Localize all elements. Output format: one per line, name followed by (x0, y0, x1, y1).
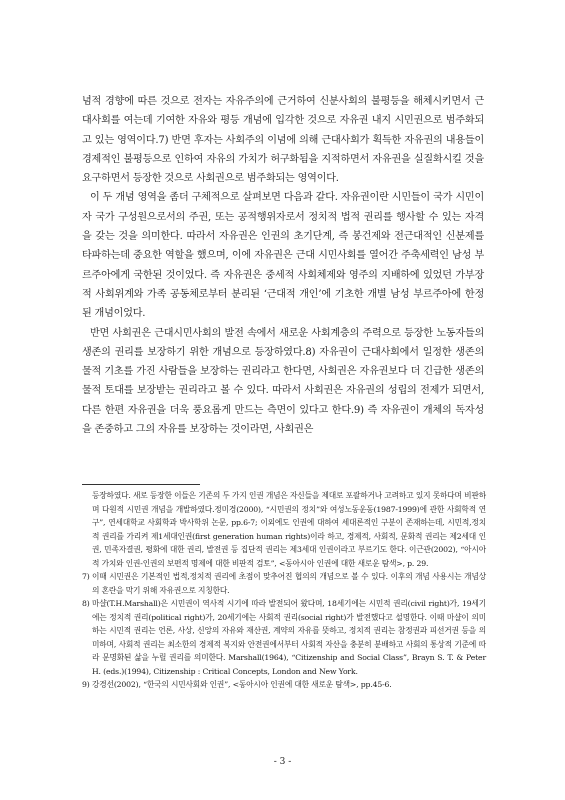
footnote-continuation: 등장하였다. 새로 등장한 이들은 기존의 두 가지 인권 개념은 자신들을 제대로 포괄하거나 고려하고 있지 못하다며 비판하며 다원적 시민권 개념을 개발하였다.정미경(2000), “시민권의 정치”와 여성노동운동(1987-1999)에 관한 사회학적 연구”, 연세대학교 사회학과 박사학위 논문, pp.6-7; 이외에도 인권에 대하여 세대론적인 구분이 존재하는데, 시민적,정치적 권리를 가리켜 제1세대인권(first generation human rights)이라 하고, 경제적, 사회적, 문화적 권리는 제2세대 인권, 민족자결권, 평화에 대한 권리, 발전권 등 집단적 권리는 제3세대 인권이라고 부르기도 한다. 이근관(2002), “아시아적 가치와 인권-인권의 보편적 명제에 대한 비판적 검토”, <동아시아 인권에 대한 새로운 탐색>, p. 29. (92, 491, 486, 568)
footnotes (82, 489, 486, 692)
paragraph-3: 반면 사회권은 근대시민사회의 발전 속에서 새로운 사회계층의 주력으로 등장한 노동자들의 생존의 권리를 보장하기 위한 개념으로 등장하였다.8) 자유권이 근대사회에서 일정한 생존의 물적 기초를 가진 사람들을 보장하는 권리라고 한다면, 사회권은 자유권보다 더 긴급한 생존의 물적 토대를 보장받는 권리라고 볼 수 있다. 따라서 사회권은 자유권의 성립의 전제가 되면서, 다른 한편 자유권을 더욱 풍요롭게 만드는 측면이 있다고 한다.9) 즉 자유권이 개체의 독자성을 존중하고 그의 자유를 보장하는 것이라면, 사회권은 (82, 327, 484, 436)
footnote-divider (82, 484, 200, 485)
footnote-text: 마샬(T.H.Marshall)은 시민권이 역사적 시기에 따라 발전되어 왔다며, 18세기에는 시민적 권리(civil right)가, 19세기에는 정치적 권리(political right)가, 20세기에는 사회적 권리(social right)가 발전했다고 설명한다. 이때 마샬이 의미하는 시민적 권리는 언론, 사상, 신앙의 자유와 재산권, 계약의 자유를 뜻하고, 정치적 권리는 참정권과 피선거권 등을 의미하며, 사회적 권리는 최소한의 경제적 복지와 안전권에서부터 사회적 자산을 충분히 분배하고 사회의 통상적 기준에 따라 문명화된 삶을 누릴 권리를 의미한다. Marshall(1964), “Citizenship and Social Class”, Brayn S. T. & Peter H. (eds.)(1994), Citizenship : Critical Concepts, London and New York. (92, 599, 486, 676)
body-text (82, 92, 484, 439)
footnote-number: 7) (82, 572, 90, 581)
paragraph-1: 념적 경향에 따른 것으로 전자는 자유주의에 근거하여 신분사회의 불평등을 해체시키면서 근대사회를 여는데 기여한 자유와 평등 개념에 입각한 것으로 자유권 내지 시민권으로 범주화되고 있는 영역이다.7) 반면 후자는 사회주의 이념에 의해 근대사회가 획득한 자유권의 내용들이 경제적인 불평등으로 인하여 자유의 가치가 허구화됨을 지적하면서 자유권을 실질화시킬 것을 요구하면서 등장한 것으로 사회권으로 범주화되는 영역이다. (82, 96, 484, 185)
page-number: - 3 - (273, 757, 292, 767)
footnote-9 (82, 678, 486, 692)
footnote-text: 강경선(2002), “한국의 시민사회와 인권”, <동아시아 인권에 대한 새로운 탐색>, pp.45-6. (92, 680, 392, 689)
footnote-text: 이때 시민권은 기본적인 법적,정치적 권리에 초점이 맞추어진 협의의 개념으로 볼 수 있다. 이후의 개념 사용시는 개념상의 혼란을 막기 위해 자유권으로 지칭한다. (92, 572, 486, 595)
footnote-8 (82, 597, 486, 678)
paragraph-2: 이 두 개념 영역을 좀더 구체적으로 살펴보면 다음과 같다. 자유권이란 시민들이 국가 시민이자 국가 구성원으로서의 주권, 또는 공적행위자로서 정치적 법적 권리를 행사할 수 있는 자격을 갖는 것을 의미한다. 따라서 자유권은 인권의 초기단계, 즉 봉건제와 전근대적인 신분제를 타파하는데 중요한 역할을 했으며, 이에 자유권은 근대 시민사회를 열어간 주축세력인 남성 부르주아에게 국한된 것이었다. 즉 자유권은 중세적 사회체제와 영주의 지배하에 있었던 가부장적 사회위계와 가족 공동체로부터 분리된 ‘근대적 개인’에 기초한 개별 남성 부르주아에 한정된 개념이었다. (82, 192, 484, 320)
footnote-number: 8) (82, 599, 90, 608)
footnote-7 (82, 570, 486, 597)
footnote-number: 9) (82, 680, 90, 689)
